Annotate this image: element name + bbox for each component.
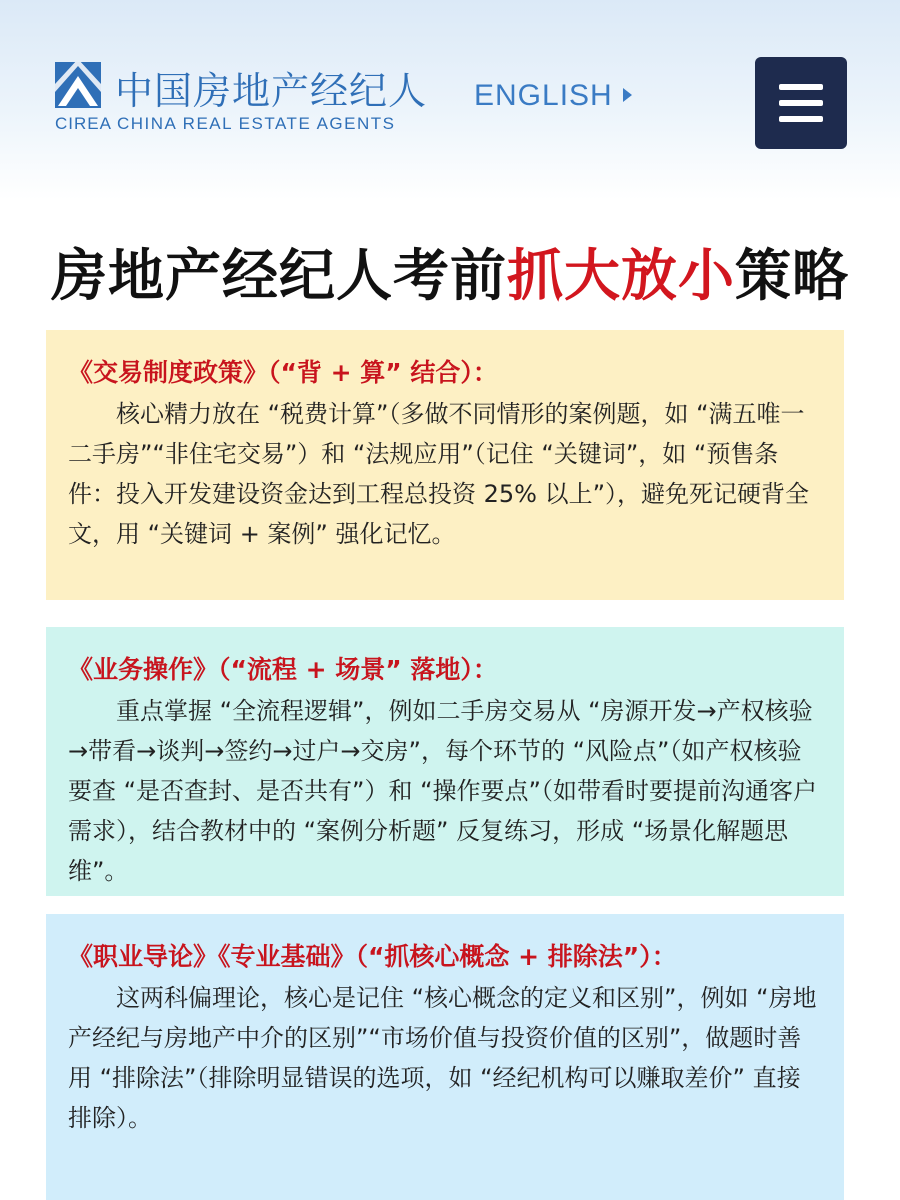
section-card-career-foundation: [46, 914, 844, 1200]
site-header: [0, 0, 900, 190]
section-card-trade-policy: [46, 330, 844, 600]
caret-right-icon: [623, 88, 632, 102]
section-heading: 《交易制度政策》（“背 + 算” 结合）：: [68, 358, 498, 387]
logo-chinese-name: 中国房地产经纪人: [115, 69, 428, 113]
english-language-label: ENGLISH: [474, 79, 613, 112]
section-body: 这两科偏理论，核心是记住 “核心概念的定义和区别”，例如 “房地产经纪与房地产中介的区别”“市场价值与投资价值的区别”，做题时善用 “排除法”（排除明显错误的选项，如 “经纪机构可以赚取差价” 直接排除）。: [68, 984, 817, 1132]
english-language-link[interactable]: [474, 79, 632, 113]
title-part-2: 策略: [735, 244, 849, 309]
title-part-1: 房地产经纪人考前: [51, 244, 507, 309]
page-title: [0, 232, 900, 312]
logo-english-name: CHINA REAL ESTATE AGENTS: [117, 114, 396, 133]
section-body: 重点掌握 “全流程逻辑”，例如二手房交易从 “房源开发→产权核验→带看→谈判→签约→过户→交房”，每个环节的 “风险点”（如产权核验要查 “是否查封、是否共有”）和 “操作要点”（如带看时要提前沟通客户需求），结合教材中的 “案例分析题” 反复练习，形成 “场景化解题思维”。: [68, 697, 817, 885]
menu-button[interactable]: [755, 57, 847, 149]
section-card-business-operation: [46, 627, 844, 896]
cirea-logo-icon: [55, 62, 101, 108]
section-body: 核心精力放在 “税费计算”（多做不同情形的案例题，如 “满五唯一二手房”“非住宅交易”）和 “法规应用”（记住 “关键词”，如 “预售条件：投入开发建设资金达到工程总投资 25% 以上”），避免死记硬背全文，用 “关键词 + 案例” 强化记忆。: [68, 400, 810, 548]
section-heading: 《职业导论》《专业基础》（“抓核心概念 + 排除法”）：: [68, 942, 677, 971]
logo-abbreviation: CIREA: [55, 114, 112, 133]
title-highlight: 抓大放小: [507, 244, 735, 309]
cirea-logo[interactable]: [55, 62, 428, 137]
section-heading: 《业务操作》（“流程 + 场景” 落地）：: [68, 655, 498, 684]
